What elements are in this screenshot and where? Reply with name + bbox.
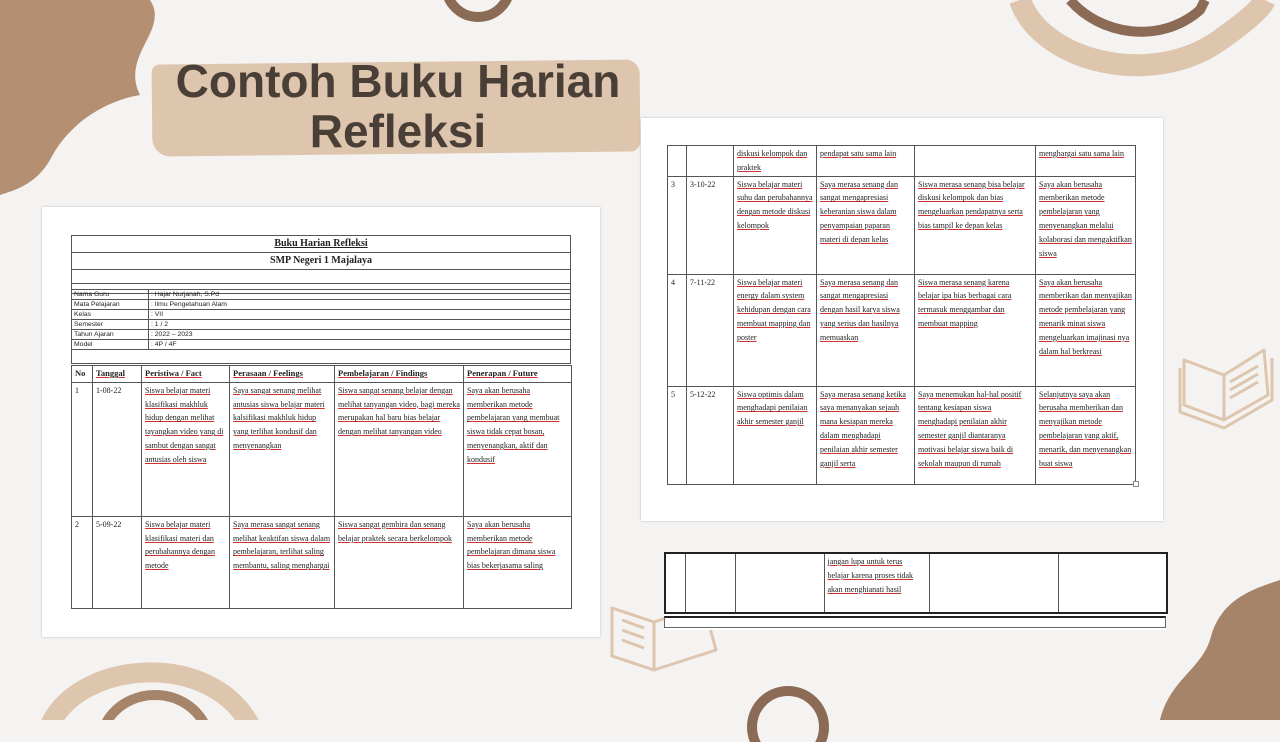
col-header: No [72,366,93,383]
doc-heading: Buku Harian Refleksi [72,236,571,253]
document-page-right [641,118,1163,521]
open-book-icon [1176,330,1280,430]
header-table [71,235,571,294]
meta-table [71,289,571,364]
meta-row: Nama Guru : Hajar Nurjanah, S.Pd [72,290,571,300]
resize-handle[interactable] [1133,481,1139,487]
table-row: 4 7-11-22 Siswa belajar materi energy dalam system kehidupan dengan cara membuat mapping dan poster Saya merasa senang dan sangat mengapresiasi dengan hasil karya siswa yang serius dan hasilnya memuaskan Siswa merasa senang karena belajar ipa bias berbagai cara termasuk menggambar dan membuat mapping Saya akan berusaha memberikan dan menyajikan metode pembelajaran yang menarik minat siswa mengeluarkan imajinasi nya dalam hal berkreasi [668,274,1136,386]
table-row: 3 3-10-22 Siswa belajar materi suhu dan perubahannya dengan metode diskusi kelompok Saya merasa senang dan sangat mengapresiasi keberanian siswa dalam penyampaian paparan materi di depan kelas Siswa merasa senang bisa belajar diskusi kelompok dan bias mengeluarkan pendapatnya serta bias tampil ke depan kelas Saya akan berusaha memberikan metode pembelajaran yang menyenangkan melalui kolaborasi dan mengaktifkan siswa [668,176,1136,274]
reflection-table [71,365,572,609]
table-header-row [72,366,572,383]
reflection-table-fragment [664,552,1168,614]
page-title [160,56,636,156]
col-header: Tanggal [93,366,142,383]
table-row: 1 1-08-22 Siswa belajar materi klasifikasi makhluk hidup dengan melihat tayangkan video yang di sambut dengan sangat antusias oleh siswa Saya sangat senang melihat antusias siswa belajar materi kalsifikasi makhluk hidup yang terlihat kondusif dan menyenangkan Siswa sangat senang belajar dengan melihat tanyangan video, bagi mereka merupakan hal baru bias belajar dengan melihat tanyangan video Saya akan berusaha memberikan metode pembelajaran yang membuat siswa tidak cepat bosan, menyenangkan, aktif dan kondusif [72,382,572,516]
ring-bottom-center [738,682,838,742]
col-header: Pembelajaran / Findings [335,366,464,383]
title-line-2: Refleksi [309,105,487,157]
meta-row: Semester : 1 / 2 [72,320,571,330]
table-row: 2 5-09-22 Siswa belajar materi klasifikasi materi dan perubahannya dengan metode Saya merasa sangat senang melihat keaktifan siswa dalam pembelajaran, terlihat saling membantu, saling menghargai Siswa sangat gembira dan senang belajar praktek secara berkelompok Saya akan berusaha memberikan metode pembelajaran dimana siswa bias bekerjasama saling [72,516,572,608]
title-line-1: Contoh Buku Harian [175,55,621,107]
col-header: Perasaan / Feelings [230,366,335,383]
table-bottom-rule [664,616,1166,628]
document-page-left [42,207,600,637]
table-row: jangan lupa untuk terus belajar karena proses tidak akan menghianati hasil [665,553,1167,613]
meta-row: Kelas : VII [72,310,571,320]
ring-top-center [428,0,528,40]
meta-row: Mata Pelajaran : Ilmu Pengetahuan Alam [72,300,571,310]
document-page-bottom [664,552,1166,630]
reflection-table-continued [667,145,1136,485]
meta-row: Model : 4P / 4F [72,340,571,350]
meta-row: Tahun Ajaran : 2022 – 2023 [72,330,571,340]
col-header: Penerapan / Future [464,366,572,383]
table-row: diskusi kelompok dan praktek pendapat satu sama lain menghargai satu sama lain [668,146,1136,177]
doc-school: SMP Negeri 1 Majalaya [72,252,571,269]
table-row: 5 5-12-22 Siswa optimis dalam menghadapi penilaian akhir semester ganjil Saya merasa senang ketika saya menanyakan sejauh mana kesiapan mereka dalam menghadapi penilaian akhir semester ganjil serta Saya menemukan hal-hal positif tentang kesiapan siswa menghadapi penilaian akhir semester ganjil diantaranya motivasi belajar siswa baik di sekolah maupun di rumah Selanjutnya saya akan berusaha memberikan dan menyajikan metode pembelajaran yang aktif, menarik, dan menyenangkan buat siswa [668,386,1136,484]
arc-top-right [1010,0,1280,90]
col-header: Peristiwa / Fact [142,366,230,383]
arc-bottom-left [40,650,260,720]
